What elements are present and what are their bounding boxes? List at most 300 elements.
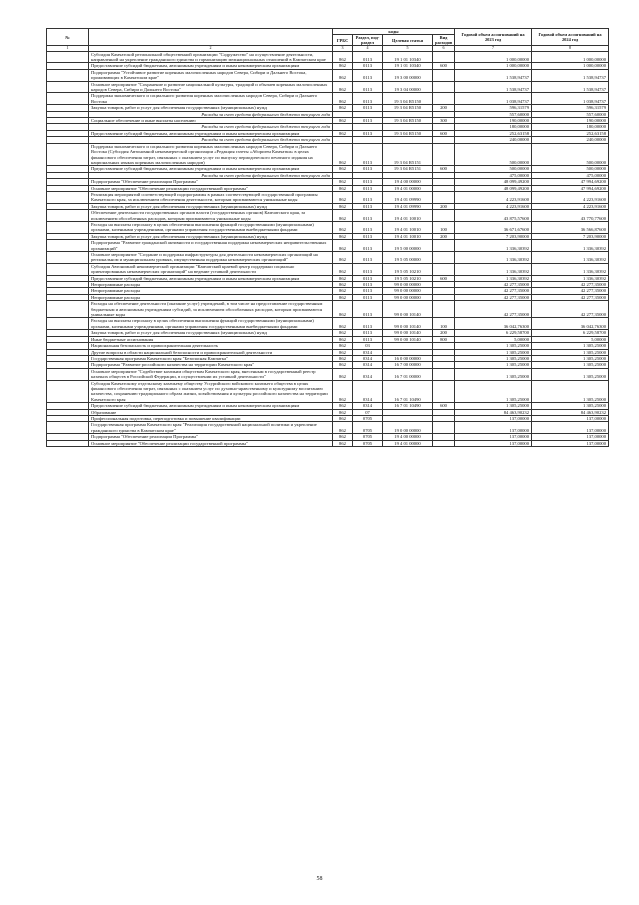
cell-amount-2024: 1 538,94737: [532, 81, 609, 93]
table-row: [47, 263, 609, 275]
cell-amount-2024: 500,00000: [532, 143, 609, 166]
cell-razdel: 0113: [353, 336, 383, 342]
cell-name: Подпрограмма "Обеспечение реализации Программы": [89, 434, 333, 440]
cell-amount-2023: 1 038,94737: [455, 93, 532, 105]
cell-target-article: 16 7 01 00000: [383, 368, 433, 380]
cell-amount-2024: 1 305,25000: [532, 368, 609, 380]
cell-amount-2024: 190,00000: [532, 118, 609, 124]
cell-target-article: 99 0 00 00000: [383, 282, 433, 288]
cell-razdel: 0113: [353, 69, 383, 81]
cell-expense-type: 600: [433, 403, 455, 409]
table-row: [47, 422, 609, 434]
cell-razdel: 0113: [353, 166, 383, 172]
column-index: 6: [433, 46, 455, 52]
cell-name: Закупка товаров, работ и услуг для обеспечения государственных (муниципальных) нужд: [89, 203, 333, 209]
cell-num: [47, 252, 89, 264]
cell-name: Предоставление субсидий бюджетным, автономным учреждениям и иным некоммерческим организациям: [89, 403, 333, 409]
cell-target-article: 19 3 00 00000: [383, 69, 433, 81]
cell-grbs: 862: [333, 51, 353, 63]
cell-num: [47, 440, 89, 446]
cell-name: Основное мероприятие "Обеспечение реализации государственной программы": [89, 185, 333, 191]
cell-amount-2023: 240,00000: [455, 137, 532, 143]
cell-amount-2024: 1 336,30392: [532, 240, 609, 252]
cell-amount-2024: 1 038,94737: [532, 93, 609, 105]
cell-expense-type: 600: [433, 63, 455, 69]
cell-razdel: 0314: [353, 380, 383, 403]
cell-amount-2023: 48 099,49200: [455, 179, 532, 185]
cell-amount-2024: 43 770,77600: [532, 210, 609, 222]
cell-name: Закупка товаров, работ и услуг для обеспечения государственных (муниципальных) нужд: [89, 105, 333, 111]
cell-expense-type: [433, 93, 455, 105]
cell-grbs: 862: [333, 318, 353, 330]
cell-razdel: 0705: [353, 415, 383, 421]
cell-amount-2023: 252,63158: [455, 130, 532, 136]
cell-grbs: 862: [333, 118, 353, 124]
cell-amount-2024: 42 277,35000: [532, 301, 609, 318]
cell-amount-2024: 180,00000: [532, 124, 609, 130]
cell-name: Расходы за счет средств федерального бюджета текущего года: [89, 172, 333, 178]
cell-name: Расходы на выплаты персоналу в целях обеспечения выполнения функций государственными (муниципальными) органами, казенными учреждениями, органами управления государственными внебюджетными фондами: [89, 318, 333, 330]
cell-target-article: 16 0 00 00000: [383, 355, 433, 361]
cell-num: [47, 69, 89, 81]
cell-amount-2024: 1 336,30392: [532, 263, 609, 275]
cell-amount-2024: 1 305,25000: [532, 403, 609, 409]
cell-expense-type: [433, 380, 455, 403]
cell-grbs: 862: [333, 440, 353, 446]
budget-table: [46, 28, 609, 447]
cell-amount-2024: 240,00000: [532, 137, 609, 143]
cell-amount-2024: 475,00000: [532, 172, 609, 178]
cell-name: Подпрограмма "Развитие гражданской активности и государственная поддержка некоммерческих неправительственных организаций": [89, 240, 333, 252]
table-row: [47, 210, 609, 222]
cell-razdel: 0113: [353, 240, 383, 252]
cell-name: Расходы на выплаты персоналу в целях обеспечения выполнения функций государственными (муниципальными) органами, казенными учреждениями, органами управления государственными внебюджетными фондами: [89, 221, 333, 233]
cell-amount-2024: 4 223,91600: [532, 203, 609, 209]
cell-name: Предоставление субсидий бюджетным, автономным учреждениям и иным некоммерческим организациям: [89, 166, 333, 172]
page-number: 58: [316, 876, 323, 882]
cell-razdel: 0113: [353, 179, 383, 185]
cell-grbs: 862: [333, 336, 353, 342]
header-codes: коды: [333, 29, 455, 35]
table-row: [47, 380, 609, 403]
cell-target-article: 19 4 01 00000: [383, 185, 433, 191]
cell-razdel: 0113: [353, 233, 383, 239]
cell-name: Социальное обеспечение и иные выплаты населению: [89, 118, 333, 124]
cell-razdel: 0113: [353, 130, 383, 136]
cell-amount-2024: 1 538,94737: [532, 69, 609, 81]
cell-name: Непрограммные расходы: [89, 288, 333, 294]
cell-grbs: 862: [333, 105, 353, 111]
cell-amount-2023: 137,00000: [455, 415, 532, 421]
cell-target-article: 99 0 00 00000: [383, 294, 433, 300]
cell-amount-2023: 48 099,49200: [455, 185, 532, 191]
cell-grbs: 862: [333, 210, 353, 222]
cell-name: Иные бюджетные ассигнования: [89, 336, 333, 342]
cell-amount-2024: 36 042,76300: [532, 318, 609, 330]
cell-num: [47, 422, 89, 434]
cell-grbs: 862: [333, 349, 353, 355]
cell-target-article: 19 3 04 R5150: [383, 93, 433, 105]
table-row: [47, 191, 609, 203]
table-row: [47, 81, 609, 93]
cell-target-article: 19 4 01 09990: [383, 203, 433, 209]
cell-expense-type: 100: [433, 221, 455, 233]
cell-amount-2023: 137,00000: [455, 422, 532, 434]
cell-target-article: 19 4 01 10010: [383, 233, 433, 239]
cell-name: Закупка товаров, работ и услуг для обеспечения государственных (муниципальных) нужд: [89, 330, 333, 336]
cell-target-article: 99 0 00 10140: [383, 301, 433, 318]
cell-grbs: 862: [333, 330, 353, 336]
cell-amount-2024: 252,63158: [532, 130, 609, 136]
cell-amount-2024: 4 223,91600: [532, 191, 609, 203]
cell-amount-2023: 500,00000: [455, 166, 532, 172]
cell-grbs: 862: [333, 252, 353, 264]
cell-num: [47, 368, 89, 380]
cell-amount-2024: 36 566,87600: [532, 221, 609, 233]
cell-razdel: 0113: [353, 221, 383, 233]
cell-grbs: 862: [333, 93, 353, 105]
table-row: [47, 440, 609, 446]
cell-num: [47, 81, 89, 93]
cell-amount-2023: 1 305,25000: [455, 343, 532, 349]
cell-expense-type: [433, 51, 455, 63]
cell-expense-type: 100: [433, 318, 455, 330]
cell-target-article: 19 1 01 10340: [383, 51, 433, 63]
cell-razdel: 0113: [353, 81, 383, 93]
cell-amount-2024: 42 277,35000: [532, 294, 609, 300]
cell-amount-2024: 6 229,58700: [532, 330, 609, 336]
cell-razdel: 0314: [353, 355, 383, 361]
cell-amount-2023: 4 223,91600: [455, 203, 532, 209]
cell-num: [47, 318, 89, 330]
cell-amount-2023: 7 203,90000: [455, 233, 532, 239]
cell-num: [47, 301, 89, 318]
cell-name: Обеспечение деятельности государственных органов власти (государственных органов) Камчатского края, за исключением обособленных расходов, которым присваиваются уникальные коды: [89, 210, 333, 222]
cell-grbs: 862: [333, 343, 353, 349]
cell-razdel: 0113: [353, 301, 383, 318]
cell-grbs: 862: [333, 362, 353, 368]
cell-grbs: 862: [333, 191, 353, 203]
cell-amount-2024: 1 000,00000: [532, 51, 609, 63]
cell-target-article: 16 7 01 10490: [383, 380, 433, 403]
cell-expense-type: [433, 252, 455, 264]
cell-amount-2024: 500,00000: [532, 166, 609, 172]
cell-num: [47, 191, 89, 203]
cell-target-article: 19 3 04 R5150: [383, 105, 433, 111]
cell-expense-type: 600: [433, 275, 455, 281]
cell-razdel: 0113: [353, 203, 383, 209]
cell-expense-type: 300: [433, 118, 455, 124]
cell-razdel: 0314: [353, 368, 383, 380]
cell-target-article: 19 1 01 10340: [383, 63, 433, 69]
column-index: 5: [383, 46, 433, 52]
cell-name: Профессиональная подготовка, переподготовка и повышение квалификации: [89, 415, 333, 421]
cell-amount-2023: 500,00000: [455, 143, 532, 166]
cell-razdel: 0113: [353, 191, 383, 203]
cell-grbs: 862: [333, 301, 353, 318]
cell-amount-2023: 596,31579: [455, 105, 532, 111]
cell-grbs: 862: [333, 288, 353, 294]
cell-amount-2024: 42 277,35000: [532, 288, 609, 294]
cell-num: [47, 380, 89, 403]
cell-expense-type: [433, 81, 455, 93]
cell-razdel: 0113: [353, 210, 383, 222]
header-expense-type: Вид расходов: [433, 35, 455, 46]
cell-expense-type: 200: [433, 233, 455, 239]
cell-amount-2024: 84 463,90232: [532, 409, 609, 415]
cell-grbs: 862: [333, 69, 353, 81]
cell-amount-2023: 190,00000: [455, 118, 532, 124]
cell-expense-type: 200: [433, 203, 455, 209]
cell-target-article: 19 4 01 00000: [383, 440, 433, 446]
cell-amount-2024: 1 336,30392: [532, 275, 609, 281]
cell-grbs: 862: [333, 380, 353, 403]
cell-amount-2023: 36 671,67600: [455, 221, 532, 233]
cell-amount-2024: 1 305,25000: [532, 380, 609, 403]
header-year-2023: Годовой объем ассигнований на 2023 год: [455, 29, 532, 46]
cell-razdel: 0705: [353, 422, 383, 434]
cell-amount-2023: 1 305,25000: [455, 362, 532, 368]
cell-amount-2024: 1 305,25000: [532, 362, 609, 368]
cell-num: [47, 51, 89, 63]
cell-name: Предоставление субсидий бюджетным, автономным учреждениям и иным некоммерческим организациям: [89, 275, 333, 281]
cell-name: Основное мероприятие "Обеспечение реализации государственной программы": [89, 440, 333, 446]
cell-expense-type: [433, 440, 455, 446]
cell-num: [47, 210, 89, 222]
column-index: 1: [47, 46, 89, 52]
cell-amount-2023: 43 875,57600: [455, 210, 532, 222]
column-index: 8: [532, 46, 609, 52]
cell-amount-2023: 36 042,76300: [455, 318, 532, 330]
cell-expense-type: 600: [433, 130, 455, 136]
header-razdel: Раздел, под-раздел: [353, 35, 383, 46]
cell-name: Государственная программа Камчатского края "Безопасная Камчатка": [89, 355, 333, 361]
cell-name: Поддержка экономического и социального развития коренных малочисленных народов Севера, Сибири и Дальнего Востока (Субсидия Автономной некоммерческой организации «Редакция газеты «Абориген Камчатки» в целях финансового обеспечения затрат, связанных с оказанием услуг по выпуску периодического печатного издания на национальных языках коренных малочисленных народов): [89, 143, 333, 166]
cell-grbs: 862: [333, 143, 353, 166]
cell-name: Непрограммные расходы: [89, 294, 333, 300]
cell-razdel: 0113: [353, 288, 383, 294]
cell-amount-2023: 180,00000: [455, 124, 532, 130]
cell-target-article: 19 4 00 00000: [383, 179, 433, 185]
column-index: 2: [89, 46, 333, 52]
cell-amount-2024: 5,00000: [532, 336, 609, 342]
cell-grbs: 862: [333, 221, 353, 233]
cell-amount-2023: 1 305,25000: [455, 380, 532, 403]
cell-target-article: 16 7 00 00000: [383, 362, 433, 368]
cell-name: Субсидия Камчатскому отдельскому казачьему обществу Уссурийского войскового казачьего общества в целях финансового обеспечения затрат, связанных с оказанием услуг по духовно-нравственному и культурному воспитанию казачества, сохранению традиционного образа жизни, хозяйствования и культуры российского казачества на территории Камчатского края: [89, 380, 333, 403]
table-row: [47, 240, 609, 252]
table-row: [47, 221, 609, 233]
cell-expense-type: [433, 210, 455, 222]
cell-name: Другие вопросы в области национальной безопасности и правоохранительной деятельности: [89, 349, 333, 355]
cell-expense-type: 200: [433, 330, 455, 336]
cell-grbs: 862: [333, 422, 353, 434]
header-year-2024: Годовой объем ассигнований на 2024 год: [532, 29, 609, 46]
cell-target-article: 19 3 04 00000: [383, 81, 433, 93]
cell-target-article: 19 3 04 R5151: [383, 143, 433, 166]
cell-razdel: 0113: [353, 51, 383, 63]
cell-grbs: 862: [333, 403, 353, 409]
cell-amount-2023: 42 277,35000: [455, 294, 532, 300]
cell-amount-2023: 137,00000: [455, 440, 532, 446]
cell-amount-2023: 1 336,30392: [455, 252, 532, 264]
cell-amount-2023: 42 277,35000: [455, 288, 532, 294]
cell-amount-2023: 1 336,30392: [455, 275, 532, 281]
cell-amount-2024: 137,00000: [532, 440, 609, 446]
cell-razdel: 0314: [353, 349, 383, 355]
cell-grbs: 862: [333, 185, 353, 191]
cell-target-article: 19 3 04 R5150: [383, 118, 433, 124]
cell-name: Государственная программа Камчатского края "Реализация государственной национальной политики и укрепление гражданского единства в Камчатском крае": [89, 422, 333, 434]
cell-name: Непрограммные расходы: [89, 282, 333, 288]
cell-amount-2023: 557,60000: [455, 111, 532, 117]
cell-razdel: 0113: [353, 318, 383, 330]
table-row: [47, 93, 609, 105]
cell-razdel: 0113: [353, 63, 383, 69]
cell-grbs: 862: [333, 294, 353, 300]
cell-grbs: 862: [333, 130, 353, 136]
cell-target-article: 19 5 05 10210: [383, 275, 433, 281]
cell-amount-2023: 1 305,25000: [455, 368, 532, 380]
cell-grbs: 862: [333, 355, 353, 361]
cell-target-article: 99 0 00 00000: [383, 288, 433, 294]
cell-expense-type: 800: [433, 336, 455, 342]
cell-razdel: 0314: [353, 362, 383, 368]
cell-grbs: 862: [333, 203, 353, 209]
table-row: [47, 69, 609, 81]
cell-razdel: 0113: [353, 118, 383, 124]
cell-amount-2024: 1 305,25000: [532, 349, 609, 355]
cell-name: Подпрограмма "Устойчивое развитие коренных малочисленных народов Севера, Сибири и Дальнего Востока, проживающих в Камчатском крае": [89, 69, 333, 81]
header-grbs: ГРБС: [333, 35, 353, 46]
cell-grbs: 862: [333, 415, 353, 421]
cell-target-article: 19 4 01 10010: [383, 221, 433, 233]
cell-name: Подпрограмма "Обеспечение реализации Программы": [89, 179, 333, 185]
cell-grbs: 862: [333, 81, 353, 93]
cell-num: [47, 263, 89, 275]
cell-name: Субсидия Камчатской региональной общественной организации "Содружество" на осуществление деятельности, направленной на укрепление гражданского единства и гармонизацию межнациональных отношений в Камчатском крае: [89, 51, 333, 63]
cell-name: Расходы за счет средств федерального бюджета текущего года: [89, 111, 333, 117]
cell-num: [47, 93, 89, 105]
cell-razdel: 0113: [353, 294, 383, 300]
cell-grbs: 862: [333, 409, 353, 415]
cell-razdel: 0113: [353, 105, 383, 111]
cell-amount-2023: 475,00000: [455, 172, 532, 178]
cell-amount-2023: 42 277,35000: [455, 282, 532, 288]
table-row: [47, 252, 609, 264]
cell-amount-2024: 42 277,35000: [532, 282, 609, 288]
cell-amount-2024: 596,31579: [532, 105, 609, 111]
cell-amount-2023: 1 336,30392: [455, 240, 532, 252]
cell-target-article: 16 7 01 10490: [383, 403, 433, 409]
column-index: 7: [455, 46, 532, 52]
cell-razdel: 03: [353, 343, 383, 349]
cell-target-article: 19 4 00 00000: [383, 434, 433, 440]
cell-amount-2024: 7 203,90000: [532, 233, 609, 239]
cell-target-article: 19 0 00 00000: [383, 422, 433, 434]
cell-name: Основное мероприятие "Содействие казачьим обществам Камчатского края, внесенным в государственный реестр казачьих обществ в Российской Федерации, в осуществлении их уставной деятельности": [89, 368, 333, 380]
cell-amount-2023: 42 277,35000: [455, 301, 532, 318]
cell-amount-2023: 137,00000: [455, 434, 532, 440]
cell-grbs: 862: [333, 179, 353, 185]
cell-name: Предоставление субсидий бюджетным, автономным учреждениям и иным некоммерческим организациям: [89, 130, 333, 136]
cell-name: Расходы за счет средств федерального бюджета текущего года: [89, 137, 333, 143]
cell-razdel: 0113: [353, 143, 383, 166]
cell-name: Предоставление субсидий бюджетным, автономным учреждениям и иным некоммерческим организациям: [89, 63, 333, 69]
cell-amount-2024: 137,00000: [532, 422, 609, 434]
cell-amount-2023: 1 336,30392: [455, 263, 532, 275]
cell-name: Поддержка экономического и социального развития коренных малочисленных народов Севера, Сибири и Дальнего Востока: [89, 93, 333, 105]
cell-razdel: 07: [353, 409, 383, 415]
header-row-top: [47, 29, 609, 35]
table-row: [47, 143, 609, 166]
cell-amount-2023: 1 538,94737: [455, 69, 532, 81]
cell-expense-type: [433, 143, 455, 166]
table-row: [47, 318, 609, 330]
cell-target-article: 19 3 04 R5151: [383, 166, 433, 172]
cell-amount-2024: 1 305,25000: [532, 355, 609, 361]
cell-target-article: 19 4 01 10010: [383, 210, 433, 222]
cell-name: Расходы за счет средств федерального бюджета текущего года: [89, 124, 333, 130]
cell-grbs: 862: [333, 63, 353, 69]
cell-grbs: 862: [333, 368, 353, 380]
cell-amount-2024: 1 000,00000: [532, 63, 609, 69]
cell-expense-type: 600: [433, 166, 455, 172]
header-num: №: [47, 29, 89, 46]
cell-target-article: 19 4 01 09990: [383, 191, 433, 203]
cell-razdel: 0113: [353, 282, 383, 288]
cell-name: Образование: [89, 409, 333, 415]
cell-razdel: 0113: [353, 275, 383, 281]
cell-razdel: 0314: [353, 403, 383, 409]
cell-amount-2024: 137,00000: [532, 415, 609, 421]
cell-amount-2023: 5,00000: [455, 336, 532, 342]
cell-grbs: 862: [333, 233, 353, 239]
table-row: [47, 51, 609, 63]
table-row: [47, 301, 609, 318]
cell-amount-2024: 47 994,69200: [532, 185, 609, 191]
cell-amount-2024: 1 336,30392: [532, 252, 609, 264]
cell-name: Подпрограмма "Развитие российского казачества на территории Камчатского края": [89, 362, 333, 368]
header-name: [89, 29, 333, 46]
cell-expense-type: [433, 301, 455, 318]
column-index: 3: [333, 46, 353, 52]
cell-expense-type: 200: [433, 105, 455, 111]
cell-num: [47, 221, 89, 233]
cell-razdel: 0113: [353, 263, 383, 275]
cell-target-article: 99 0 00 10140: [383, 330, 433, 336]
cell-amount-2024: 1 305,25000: [532, 343, 609, 349]
cell-razdel: 0113: [353, 330, 383, 336]
cell-target-article: 99 0 00 10140: [383, 336, 433, 342]
cell-expense-type: [433, 191, 455, 203]
cell-amount-2023: 1 305,25000: [455, 403, 532, 409]
cell-grbs: 862: [333, 434, 353, 440]
cell-grbs: 862: [333, 275, 353, 281]
cell-amount-2023: 6 229,58700: [455, 330, 532, 336]
cell-num: [47, 240, 89, 252]
cell-target-article: 99 0 00 10140: [383, 318, 433, 330]
cell-name: Основное мероприятие "Сохранение и развитие национальной культуры, традиций и обычаев коренных малочисленных народов Севера, Сибири и Дальнего Востока": [89, 81, 333, 93]
cell-razdel: 0705: [353, 434, 383, 440]
column-index: 4: [353, 46, 383, 52]
cell-name: Субсидия Автономной некоммерческой организации "Камчатский краевой центр поддержки социально ориентированных некоммерческих организаций" на ведение уставной деятельности: [89, 263, 333, 275]
cell-name: Основное мероприятие "Создание и поддержка инфраструктуры для деятельности некоммерческих организаций на региональном и муниципальном уровнях, имущественная поддержка некоммерческих организаций": [89, 252, 333, 264]
cell-expense-type: [433, 368, 455, 380]
cell-grbs: 862: [333, 166, 353, 172]
cell-target-article: 19 5 05 00000: [383, 252, 433, 264]
table-body: [47, 51, 609, 446]
